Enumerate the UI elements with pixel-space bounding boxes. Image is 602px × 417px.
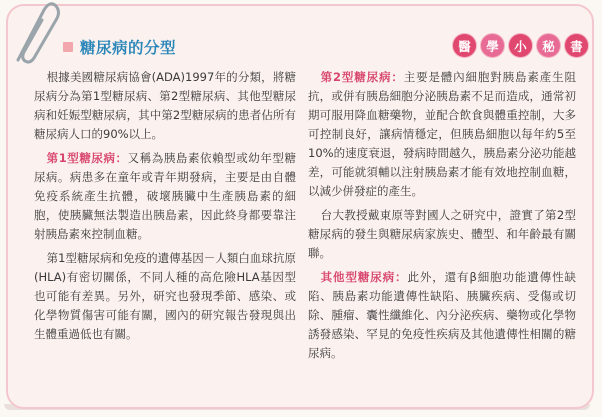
paragraph-other-types [308, 268, 576, 363]
term-type1: 第1型糖尿病： [46, 151, 128, 165]
term-type2: 第2型糖尿病： [320, 70, 404, 84]
badge-char: 醫 [452, 33, 477, 58]
paragraph-type1-genetics: 第1型糖尿病和免疫的遺傳基因－人類白血球抗原(HLA)有密切關係，不同人種的高危險HLA基因型也可能有差異。另外，研究也發現季節、感染、或化學物質傷害可能有關，國內的研究報告發現與出生體重過低也有關。 [34, 251, 296, 341]
right-column [308, 68, 576, 363]
left-column [34, 68, 296, 344]
paragraph-research: 台大教授戴東原等對國人之研究中，證實了第2型糖尿病的發生與糖尿病家族史、體型、和年齡最有關聯。 [308, 208, 576, 260]
paragraph-type1 [34, 149, 296, 244]
term-other: 其他型糖尿病： [320, 270, 408, 284]
paragraph-type2 [308, 68, 576, 201]
badge-char: 小 [508, 33, 533, 58]
other-body: 此外，還有β細胞功能遺傳性缺陷、胰島素功能遺傳性缺陷、胰臟疾病、受傷或切除、腫瘤、囊性纖維化、內分泌疾病、藥物或化學物誘發感染、罕見的免疫性疾病及其他遺傳性相關的糖尿病。 [308, 270, 577, 360]
badge-char: 學 [480, 33, 505, 58]
paperclip-icon [4, 0, 64, 70]
badge-char: 書 [564, 33, 589, 58]
section-badge [452, 33, 589, 58]
page-title: 糖尿病的分型 [80, 39, 177, 57]
paragraph-intro: 根據美國糖尿病協會(ADA)1997年的分類，將糖尿病分為第1型糖尿病、第2型糖尿病、其他型糖尿病和妊娠型糖尿病，其中第2型糖尿病的患者佔所有糖尿病人口的90%以上。 [34, 70, 296, 141]
title-bullet-icon [63, 42, 73, 52]
badge-char: 秘 [536, 33, 561, 58]
type1-body: 又稱為胰島素依賴型或幼年型糖尿病。病患多在童年或青年期發病，主要是由自體免疫系統產生抗體，破壞胰臟中生產胰島素的細胞，使胰臟無法製造出胰島素，因此終身都要靠注射胰島素來控制血糖。 [34, 151, 296, 241]
type2-body: 主要是體內細胞對胰島素產生阻抗，或併有胰島細胞分泌胰島素不足而造成，通常初期可服用降血糖藥物，並配合飲食與體重控制，大多可控制良好，讓病情穩定，但胰島細胞以每年約5至10%的速度衰退，發病時間越久，胰島素分泌功能越差，可能就須輔以注射胰島素才能有效地控制血糖，以減少併發症的產生。 [308, 70, 576, 198]
